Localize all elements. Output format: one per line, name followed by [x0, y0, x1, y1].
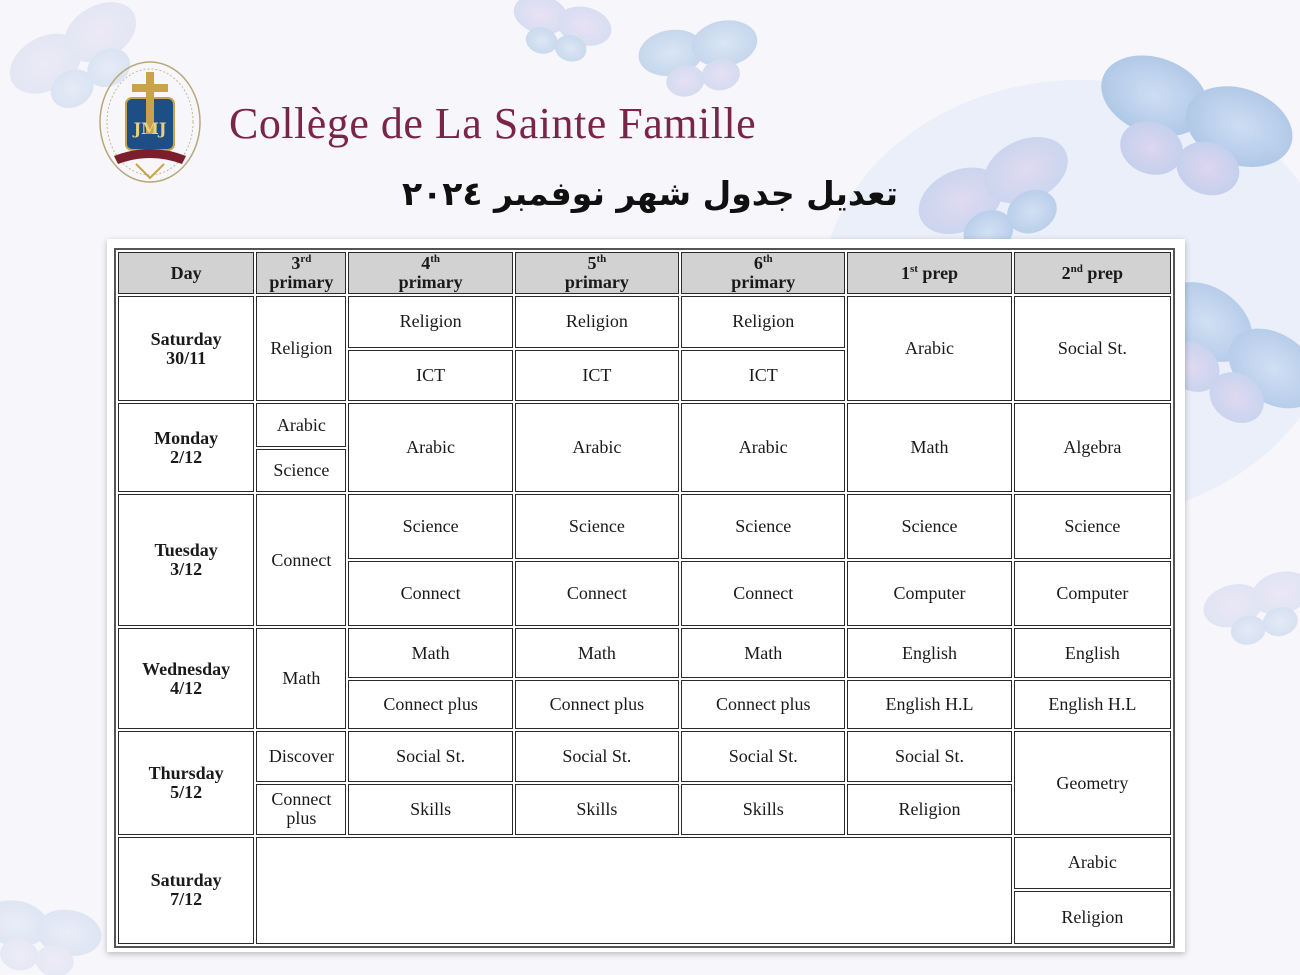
day-date: 5/12 [170, 781, 203, 802]
subject-cell: Connect [515, 561, 679, 626]
subject-cell: Arabic [681, 403, 845, 492]
grade-number: 2 [1061, 262, 1071, 283]
grade-suffix: th [762, 253, 773, 266]
column-header-day: Day [118, 252, 254, 294]
subject-cell: Skills [515, 784, 679, 835]
grade-number: 6 [753, 253, 763, 274]
day-name: Wednesday [142, 658, 231, 679]
table-row [118, 837, 1171, 890]
column-header-3rd-primary [256, 252, 346, 294]
subject-cell: English H.L [847, 680, 1011, 730]
subject-cell: Social St. [1014, 296, 1171, 401]
subject-cell: ICT [348, 350, 512, 402]
subject-cell: English [847, 628, 1011, 678]
grade-word: primary [269, 272, 334, 292]
empty-merged-cell [256, 837, 1011, 944]
table-row [118, 731, 1171, 782]
subject-cell: Religion [256, 296, 346, 401]
day-name: Tuesday [154, 540, 218, 561]
day-name: Monday [154, 427, 219, 448]
subject-cell: Science [348, 494, 512, 559]
subject-cell: Science [847, 494, 1011, 559]
header-row [118, 252, 1171, 294]
school-title: Collège de La Sainte Famille [229, 99, 757, 148]
timetable-card [107, 239, 1185, 952]
subject-cell: Connect [681, 561, 845, 626]
subject-cell: Religion [1014, 891, 1171, 944]
grade-suffix: st [909, 262, 918, 275]
column-header-5th-primary [515, 252, 679, 294]
day-cell [118, 628, 254, 729]
subject-cell: Social St. [847, 731, 1011, 782]
subject-cell: Religion [681, 296, 845, 348]
grade-suffix: nd [1070, 262, 1083, 275]
subject-cell: Algebra [1014, 403, 1171, 492]
subject-cell: Religion [348, 296, 512, 348]
grade-suffix: th [596, 253, 607, 266]
svg-text:JMJ: JMJ [133, 119, 167, 138]
subject-cell: Math [847, 403, 1011, 492]
column-header-4th-primary [348, 252, 512, 294]
subject-cell: Arabic [256, 403, 346, 446]
day-date: 2/12 [170, 446, 203, 467]
subject-cell: Science [256, 449, 346, 492]
subject-cell: English H.L [1014, 680, 1171, 730]
subject-cell: ICT [681, 350, 845, 402]
day-date: 3/12 [170, 559, 203, 580]
grade-word: primary [564, 272, 629, 292]
column-header-1st-prep [847, 252, 1011, 294]
subject-cell: English [1014, 628, 1171, 678]
subject-cell: Social St. [348, 731, 512, 782]
subject-cell: Arabic [515, 403, 679, 492]
grade-number: 1 [900, 262, 910, 283]
subject-cell: Arabic [1014, 837, 1171, 890]
subject-cell: Science [681, 494, 845, 559]
day-cell [118, 403, 254, 492]
subject-cell: Connect [348, 561, 512, 626]
grade-suffix: rd [300, 253, 312, 266]
day-name: Saturday [150, 870, 222, 891]
subject-cell: Connect plus [348, 680, 512, 730]
subject-cell: Connect plus [256, 784, 346, 835]
day-date: 7/12 [170, 889, 203, 910]
grade-number: 3 [291, 253, 301, 274]
grade-word: prep [1087, 262, 1124, 283]
subject-cell: Science [515, 494, 679, 559]
subject-cell: Skills [681, 784, 845, 835]
schedule-title-arabic: تعديل جدول شهر نوفمبر ٢٠٢٤ [401, 174, 899, 213]
grade-suffix: th [430, 253, 440, 266]
grade-number: 4 [421, 253, 431, 274]
subject-cell: Discover [256, 731, 346, 782]
subject-cell: Social St. [681, 731, 845, 782]
subject-cell: Science [1014, 494, 1171, 559]
subject-cell: Skills [348, 784, 512, 835]
column-header-2nd-prep [1014, 252, 1171, 294]
day-name: Saturday [150, 328, 222, 349]
subject-cell: Religion [515, 296, 679, 348]
subject-cell: Computer [847, 561, 1011, 626]
day-name: Thursday [148, 763, 224, 784]
subject-cell: Connect plus [515, 680, 679, 730]
subject-cell: ICT [515, 350, 679, 402]
grade-word: primary [398, 272, 463, 292]
grade-word: prep [922, 262, 959, 283]
subject-cell: Social St. [515, 731, 679, 782]
day-cell [118, 837, 254, 944]
day-cell [118, 296, 254, 401]
subject-cell: Math [515, 628, 679, 678]
timetable [114, 248, 1175, 948]
subject-cell: Math [256, 628, 346, 729]
table-row [118, 403, 1171, 446]
grade-number: 5 [587, 253, 597, 274]
day-cell [118, 731, 254, 834]
day-date: 4/12 [170, 677, 203, 698]
grade-word: primary [731, 272, 796, 292]
subject-cell: Connect [256, 494, 346, 626]
subject-cell: Religion [847, 784, 1011, 835]
subject-cell: Computer [1014, 561, 1171, 626]
subject-cell: Geometry [1014, 731, 1171, 834]
school-crest-icon [92, 56, 208, 192]
table-row [118, 494, 1171, 559]
column-header-6th-primary [681, 252, 845, 294]
table-row [118, 628, 1171, 678]
subject-cell: Connect plus [681, 680, 845, 730]
subject-cell: Math [348, 628, 512, 678]
subject-cell: Arabic [847, 296, 1011, 401]
table-row [118, 296, 1171, 348]
subject-cell: Arabic [348, 403, 512, 492]
day-cell [118, 494, 254, 626]
day-date: 30/11 [166, 347, 207, 368]
subject-cell: Math [681, 628, 845, 678]
